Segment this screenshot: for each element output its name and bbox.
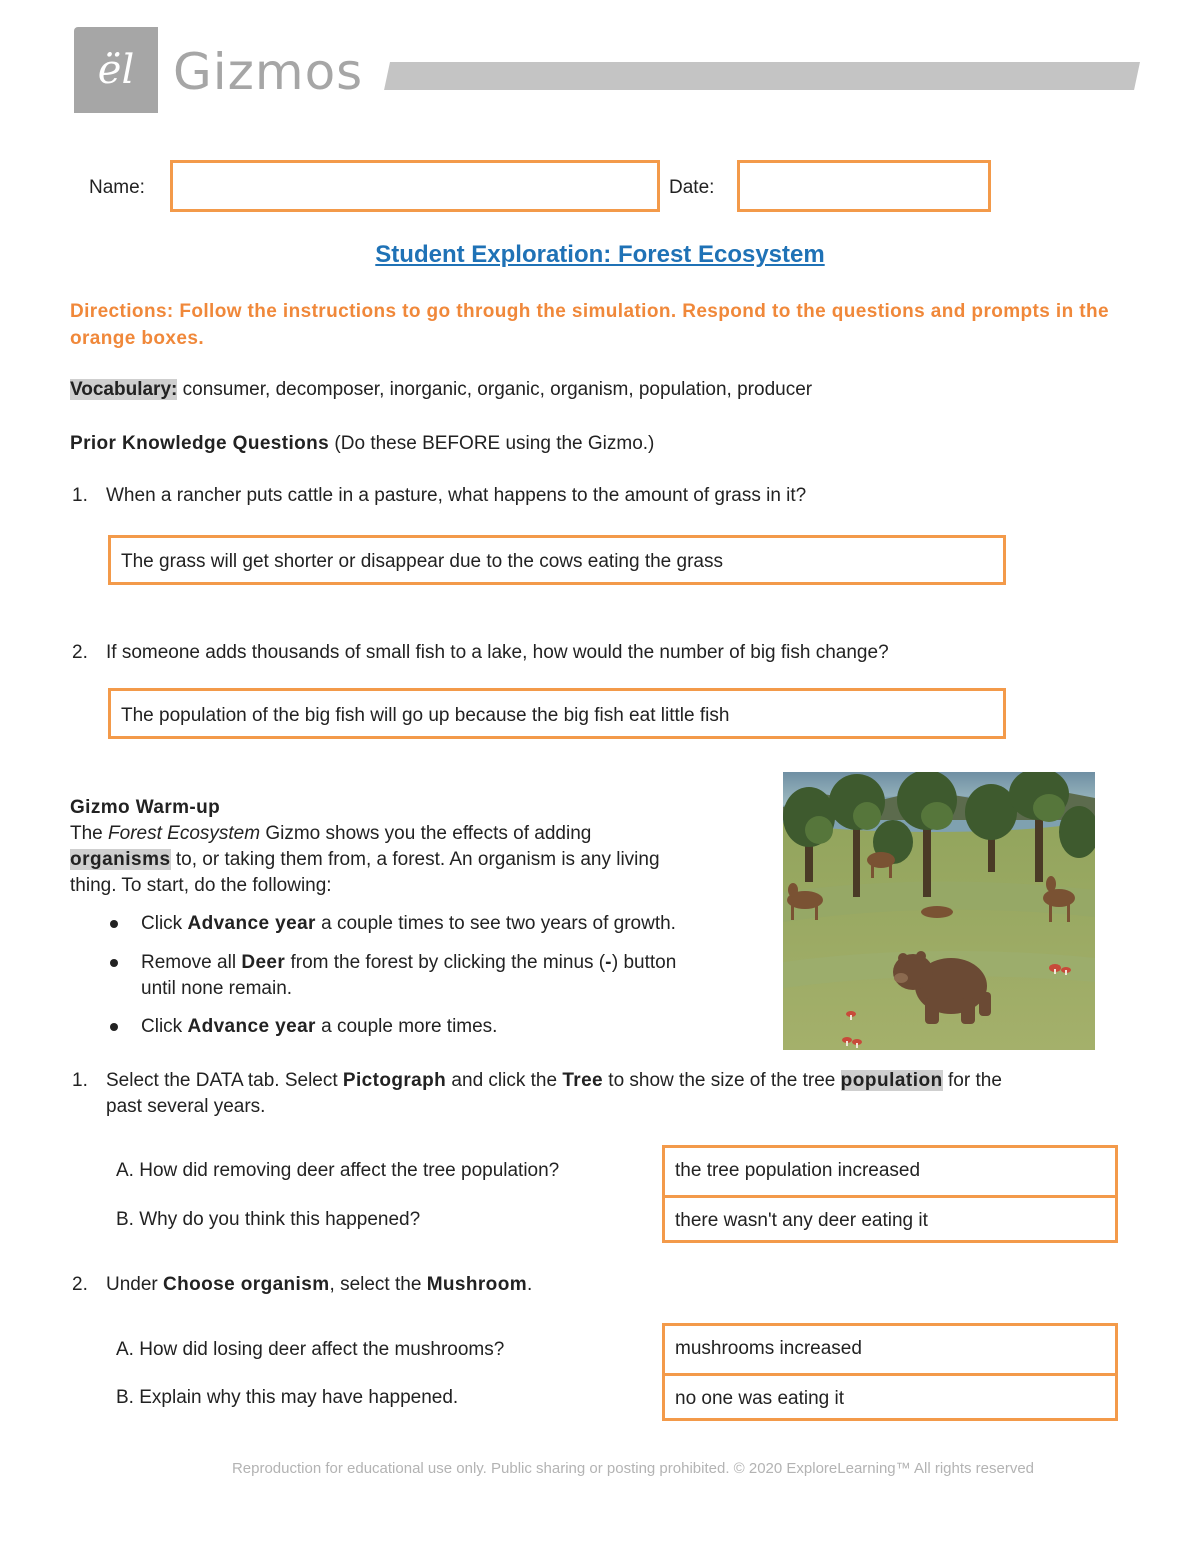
warmup-heading: Gizmo Warm-up	[70, 797, 221, 818]
bullet-icon	[110, 1023, 118, 1031]
sub-question: B. Explain why this may have happened.	[116, 1387, 459, 1408]
warmup-line: thing. To start, do the following:	[70, 875, 332, 896]
vocabulary-terms: consumer, decomposer, inorganic, organic, organism, population, producer	[177, 379, 813, 400]
name-field[interactable]	[170, 160, 660, 212]
sub-question: A. How did removing deer affect the tree population?	[116, 1160, 560, 1181]
answer-field[interactable]: there wasn't any deer eating it	[675, 1210, 928, 1231]
page-title: Student Exploration: Forest Ecosystem	[375, 241, 825, 268]
list-item-continued: until none remain.	[141, 978, 293, 999]
vocabulary	[70, 377, 812, 403]
warmup-line: organisms to, or taking them from, a forest. An organism is any living	[70, 849, 660, 870]
divider	[665, 1373, 1115, 1376]
question-number: 2.	[72, 1274, 88, 1295]
forest-ecosystem-image	[783, 772, 1095, 1050]
question-text: Under Choose organism, select the Mushroom.	[106, 1274, 533, 1295]
date-label: Date:	[669, 177, 715, 198]
forest-scene-illustration	[783, 772, 1095, 1050]
directions: Directions: Follow the instructions to go through the simulation. Respond to the questions and prompts in the orange boxes.	[70, 301, 1109, 349]
question-text: Select the DATA tab. Select Pictograph and click the Tree to show the size of the tree population for the	[106, 1070, 1002, 1091]
answer-box-pair	[662, 1323, 1118, 1421]
answer-field[interactable]: mushrooms increased	[675, 1338, 862, 1359]
name-label: Name:	[89, 177, 145, 198]
answer-box[interactable]: The grass will get shorter or disappear due to the cows eating the grass	[108, 535, 1006, 585]
list-item: Click Advance year a couple times to see two years of growth.	[141, 913, 676, 934]
question-text: If someone adds thousands of small fish to a lake, how would the number of big fish change?	[106, 642, 889, 663]
warmup-line: The Forest Ecosystem Gizmo shows you the effects of adding	[70, 823, 592, 844]
list-item: Click Advance year a couple more times.	[141, 1016, 498, 1037]
brand-name: Gizmos	[173, 43, 364, 101]
question-number: 1.	[72, 1070, 88, 1091]
header-bar	[384, 62, 1140, 90]
logo	[74, 27, 158, 113]
answer-field[interactable]: the tree population increased	[675, 1160, 921, 1181]
answer-box-pair	[662, 1145, 1118, 1243]
question-number: 2.	[72, 642, 88, 663]
footer: Reproduction for educational use only. Public sharing or posting prohibited. © 2020 ExploreLearning™ All rights reserved	[231, 1460, 1035, 1477]
bullet-icon	[110, 959, 118, 967]
explorelearning-el-logo-icon: ël	[97, 47, 135, 93]
divider	[665, 1195, 1115, 1198]
sub-question: B. Why do you think this happened?	[116, 1209, 421, 1230]
answer-field[interactable]: no one was eating it	[675, 1388, 845, 1409]
answer-box[interactable]: The population of the big fish will go up because the big fish eat little fish	[108, 688, 1006, 739]
bullet-icon	[110, 920, 118, 928]
prior-knowledge-heading: Prior Knowledge Questions (Do these BEFORE using the Gizmo.)	[70, 433, 655, 454]
date-field[interactable]	[737, 160, 991, 212]
question-text: When a rancher puts cattle in a pasture, what happens to the amount of grass in it?	[106, 485, 807, 506]
question-number: 1.	[72, 485, 88, 506]
vocabulary-label: Vocabulary:	[70, 379, 178, 400]
sub-question: A. How did losing deer affect the mushrooms?	[116, 1339, 505, 1360]
question-text-continued: past several years.	[106, 1096, 266, 1117]
list-item: Remove all Deer from the forest by clicking the minus (-) button	[141, 952, 677, 973]
